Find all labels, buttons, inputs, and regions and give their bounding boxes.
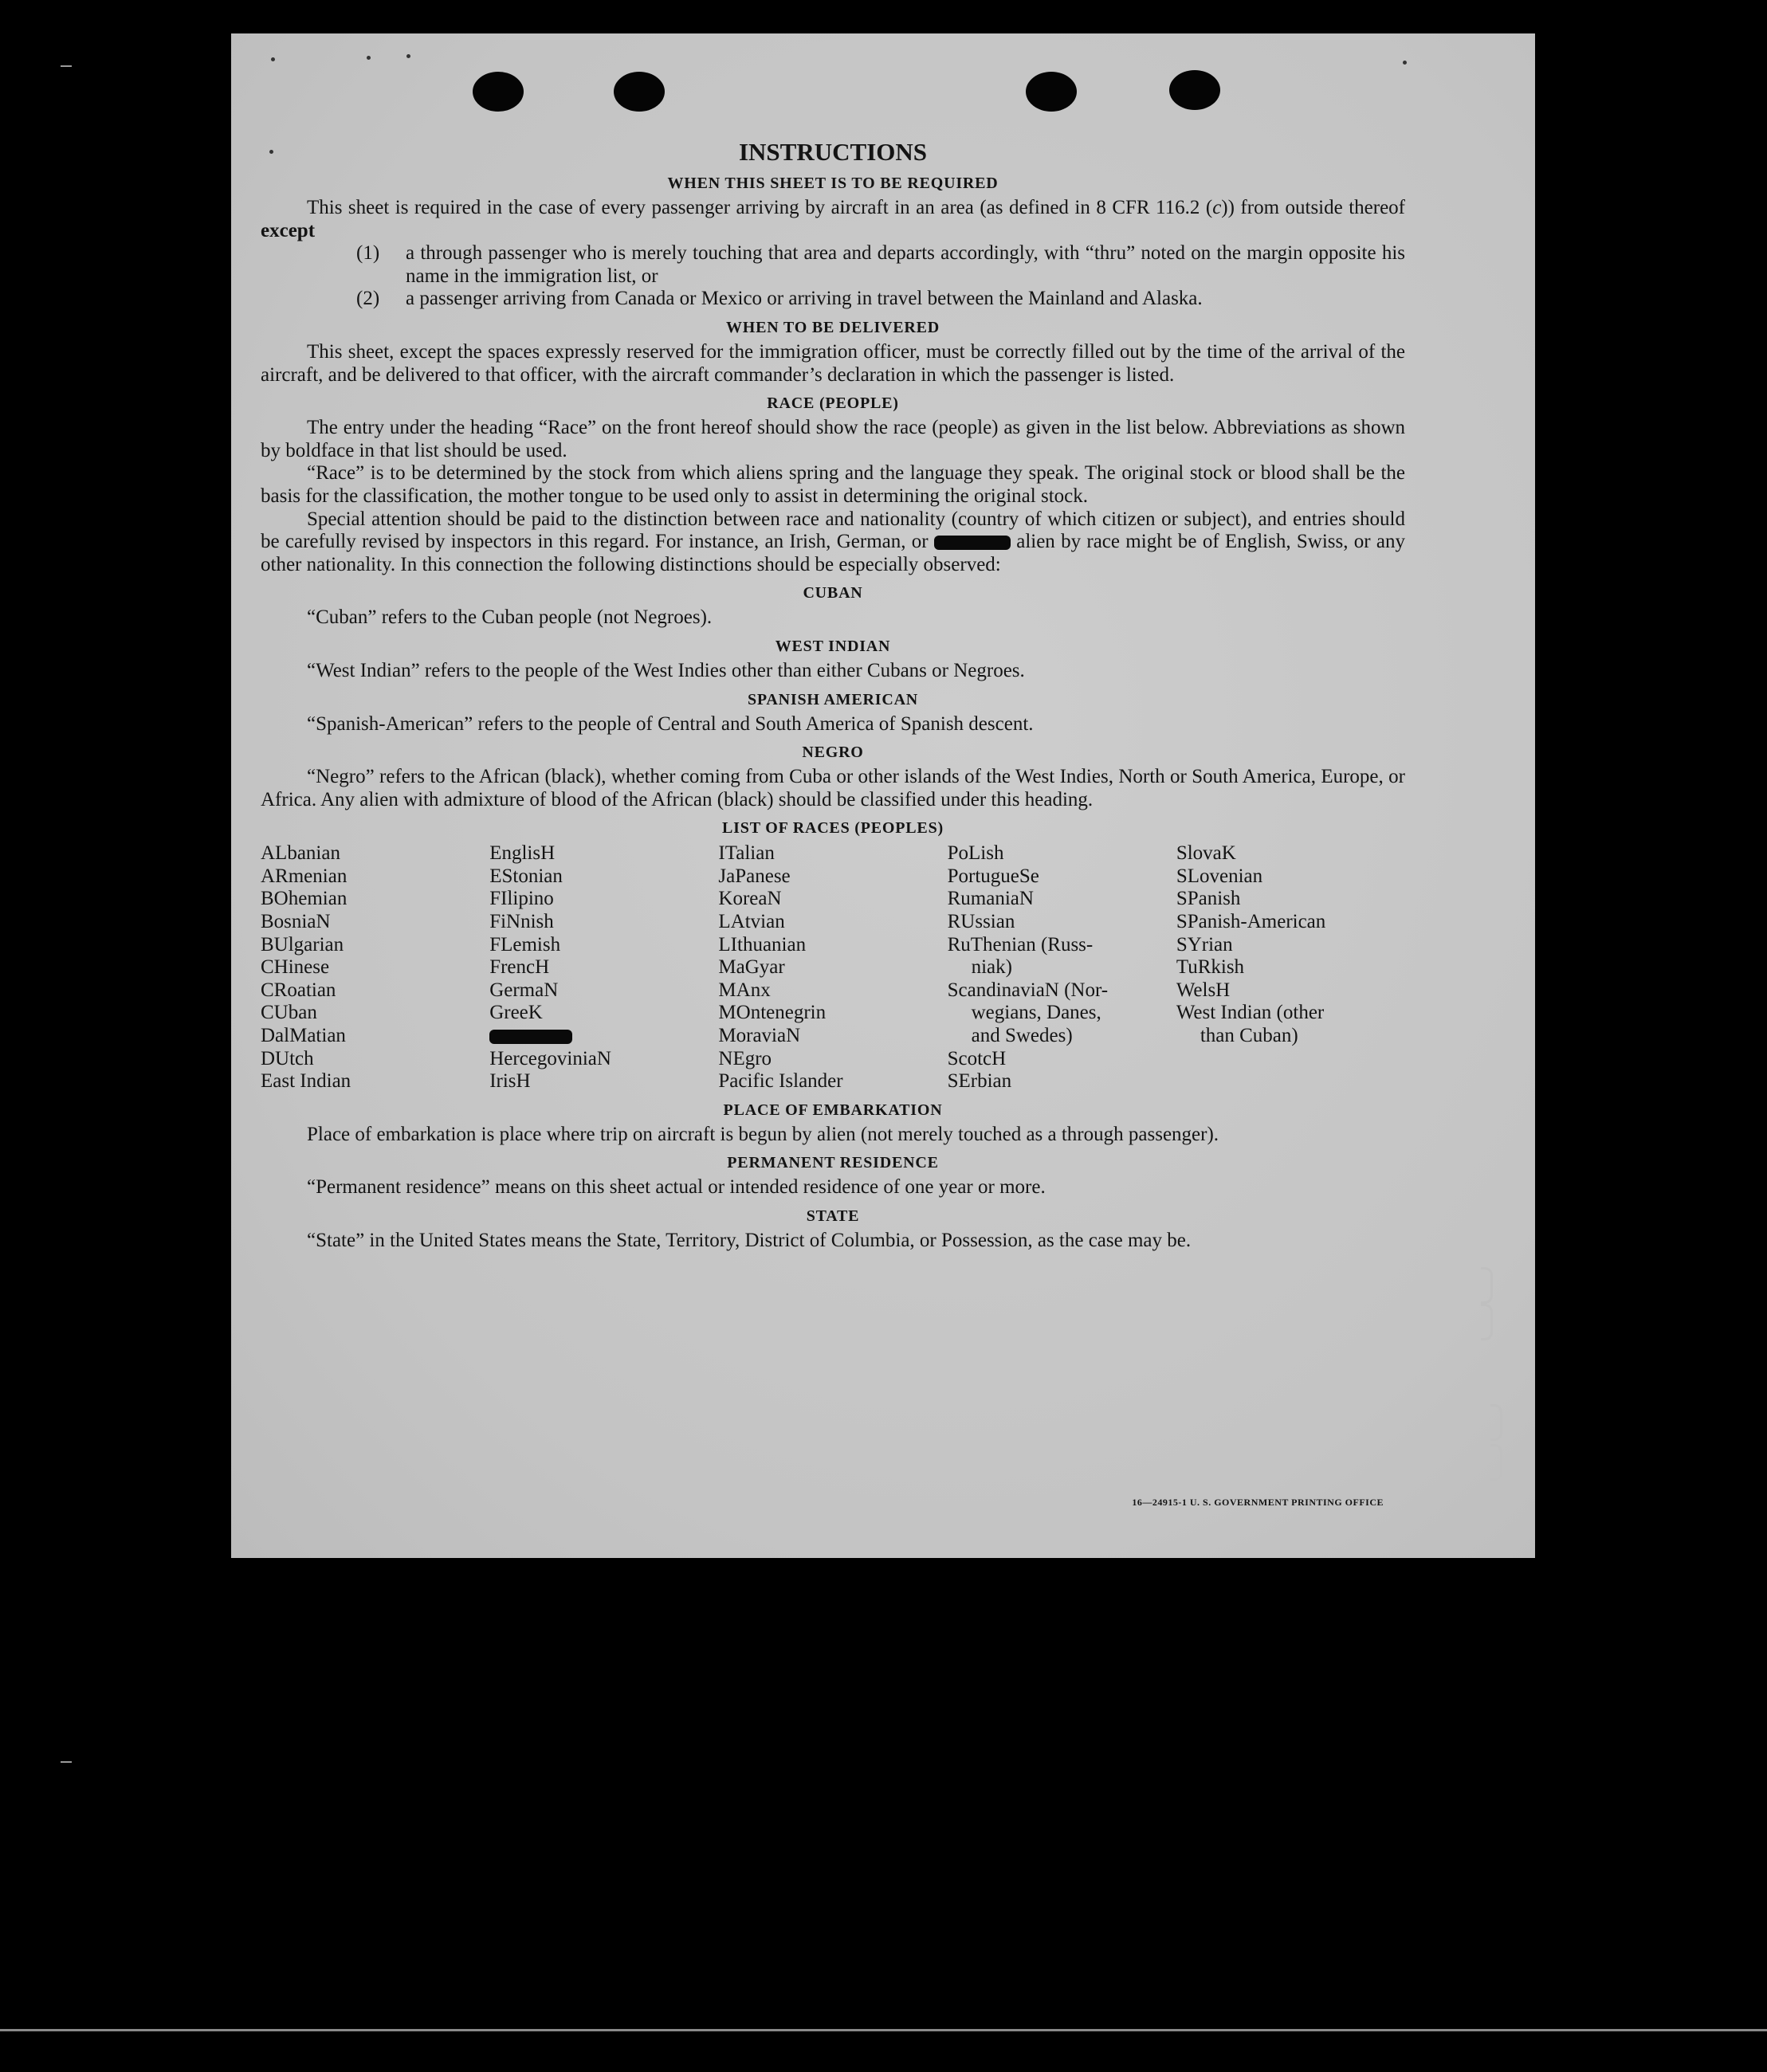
paragraph: “State” in the United States means the State, Territory, District of Columbia, or Possession, as the case may be.: [307, 1230, 1192, 1251]
race-entry: WelsH: [1176, 979, 1231, 1001]
race-entry: BUlgarian: [261, 933, 344, 956]
staple-mark: [1481, 1304, 1493, 1340]
paragraph: “West Indian” refers to the people of the West Indies other than either Cubans or Negroes.: [307, 659, 1025, 681]
list-item: (1) a through passenger who is merely touching that area and departs accordingly, with “thru” noted on the margin opposite his name in the immigration list, or: [356, 242, 1405, 287]
punch-hole: [614, 72, 665, 112]
race-entry: FLemish: [489, 933, 561, 956]
race-entry: MAnx: [718, 979, 771, 1001]
race-column: [718, 842, 947, 1093]
race-entry: SPanish-American: [1176, 911, 1326, 933]
race-entry: FrencH: [489, 956, 550, 979]
document-page: [231, 33, 1535, 1558]
race-entry: CRoatian: [261, 979, 336, 1001]
race-entry: ScandinaviaN (Nor-: [947, 979, 1109, 1001]
race-entry: Pacific Islander: [718, 1070, 843, 1093]
section-heading: LIST OF RACES (PEOPLES): [722, 819, 944, 838]
race-entry: EStonian: [489, 865, 563, 887]
race-entry: ARmenian: [261, 865, 348, 887]
punch-hole: [1169, 70, 1220, 110]
race-entry-redacted: [489, 1025, 718, 1048]
race-entry: ScotcH: [947, 1047, 1007, 1069]
race-column: [948, 842, 1176, 1093]
paragraph: “Permanent residence” means on this sheet actual or intended residence of one year or more.: [307, 1176, 1046, 1199]
speck: [271, 57, 275, 61]
race-entry: FIlipino: [489, 888, 554, 910]
race-entry: SPanish: [1176, 888, 1241, 910]
race-entry: West Indian (other: [1176, 1002, 1325, 1024]
scan-line: [0, 2029, 1767, 2031]
section-heading: PLACE OF EMBARKATION: [723, 1101, 943, 1119]
paragraph: This sheet, except the spaces expressly reserved for the immigration officer, must be correctly filled out by the time of the arrival of the aircraft, and be delivered to that officer, with the aircraft commander’s declaration in which the passenger is listed.: [261, 340, 1405, 386]
race-entry: PoLish: [947, 842, 1004, 865]
race-column: [1176, 842, 1405, 1093]
staple-mark: [1481, 1267, 1493, 1304]
race-entry: wegians, Danes,: [971, 1002, 1101, 1024]
race-entry: NEgro: [718, 1047, 772, 1069]
section-heading: WEST INDIAN: [775, 637, 891, 655]
race-list: [261, 842, 1405, 1093]
race-entry: KoreaN: [718, 888, 782, 910]
race-entry: PortugueSe: [947, 865, 1039, 887]
paragraph: “Negro” refers to the African (black), whether coming from Cuba or other islands of the West Indies, North or South America, Europe, or Africa. Any alien with admixture of blood of the African (black) should be classified under this heading.: [261, 766, 1405, 810]
section-heading: STATE: [806, 1207, 860, 1225]
race-column: [489, 842, 718, 1093]
race-entry: CUban: [261, 1002, 317, 1024]
edge-mark: [61, 1761, 72, 1763]
race-entry: LAtvian: [718, 911, 785, 933]
instructions-content: [261, 138, 1405, 1253]
paragraph: “Race” is to be determined by the stock from which aliens spring and the language they speak. The original stock or blood shall be the basis for the classification, the mother tongue to be used only to assist in determining the original stock.: [261, 462, 1405, 507]
race-entry: GreeK: [489, 1002, 543, 1024]
race-entry: East Indian: [261, 1070, 351, 1093]
staple-mark: [1490, 1404, 1502, 1441]
race-entry: EnglisH: [489, 842, 556, 865]
printer-imprint: 16—24915-1 U. S. GOVERNMENT PRINTING OFFICE: [1132, 1497, 1384, 1508]
race-entry: MaGyar: [718, 956, 785, 979]
section-heading: WHEN THIS SHEET IS TO BE REQUIRED: [667, 175, 999, 192]
paragraph: The entry under the heading “Race” on the front hereof should show the race (people) as given in the list below. Abbreviations as shown by boldface in that list should be used.: [261, 417, 1405, 461]
race-entry: SYrian: [1176, 933, 1233, 956]
section-heading: WHEN TO BE DELIVERED: [725, 318, 940, 336]
paragraph: “Spanish-American” refers to the people of Central and South America of Spanish descent.: [307, 712, 1034, 735]
race-entry: TuRkish: [1176, 956, 1245, 979]
race-entry: HercegoviniaN: [489, 1047, 611, 1069]
race-entry: niak): [971, 956, 1012, 979]
race-entry: MOntenegrin: [718, 1002, 827, 1024]
edge-mark: [61, 65, 72, 67]
race-entry: GermaN: [489, 979, 559, 1001]
speck: [367, 56, 371, 60]
race-entry: RUssian: [947, 911, 1015, 933]
race-entry: ITalian: [718, 842, 775, 865]
paragraph: This sheet is required in the case of every passenger arriving by aircraft in an area (as defined in 8 CFR 116.2 (c)) from outside thereof except: [261, 197, 1405, 241]
race-entry: MoraviaN: [718, 1025, 801, 1047]
section-heading: CUBAN: [803, 584, 863, 602]
redaction-mark: [934, 536, 1011, 550]
page-title: INSTRUCTIONS: [738, 138, 927, 166]
section-heading: RACE (PEOPLE): [767, 394, 899, 413]
race-entry: SErbian: [947, 1070, 1012, 1093]
race-entry: SlovaK: [1176, 842, 1236, 865]
race-entry: SLovenian: [1176, 865, 1263, 887]
race-entry: RumaniaN: [947, 888, 1034, 910]
race-entry: ALbanian: [261, 842, 340, 865]
race-entry: DalMatian: [261, 1025, 346, 1047]
speck: [1403, 61, 1407, 65]
race-entry: FiNnish: [489, 911, 554, 933]
race-entry: than Cuban): [1200, 1025, 1298, 1047]
paragraph: “Cuban” refers to the Cuban people (not Negroes).: [307, 606, 713, 629]
race-entry: JaPanese: [718, 865, 791, 887]
race-entry: BOhemian: [261, 888, 348, 910]
speck: [406, 54, 410, 58]
race-entry: DUtch: [261, 1047, 314, 1069]
race-entry: LIthuanian: [718, 933, 807, 956]
punch-hole: [473, 72, 524, 112]
race-entry: CHinese: [261, 956, 330, 979]
paragraph: Special attention should be paid to the distinction between race and nationality (country of which citizen or subject), and entries should be carefully revised by inspectors in this regard. For instance, an Irish, German, or alien by race might be of English, Swiss, or any other nationality. In this connection the following distinctions should be especially observed:: [261, 508, 1405, 575]
race-entry: and Swedes): [971, 1025, 1073, 1047]
staple-mark: [1490, 1444, 1502, 1481]
section-heading: PERMANENT RESIDENCE: [727, 1154, 939, 1172]
race-entry: BosniaN: [261, 911, 331, 933]
section-heading: NEGRO: [802, 744, 864, 762]
race-entry: RuThenian (Russ-: [947, 933, 1094, 956]
paragraph: Place of embarkation is place where trip on aircraft is begun by alien (not merely touched as a through passenger).: [307, 1123, 1219, 1145]
punch-hole: [1026, 72, 1077, 112]
redaction-mark: [489, 1030, 572, 1044]
race-entry: IrisH: [489, 1070, 531, 1093]
section-heading: SPANISH AMERICAN: [747, 690, 919, 708]
race-column: [261, 842, 489, 1093]
list-item: (2) a passenger arriving from Canada or Mexico or arriving in travel between the Mainland and Alaska.: [356, 288, 1203, 310]
